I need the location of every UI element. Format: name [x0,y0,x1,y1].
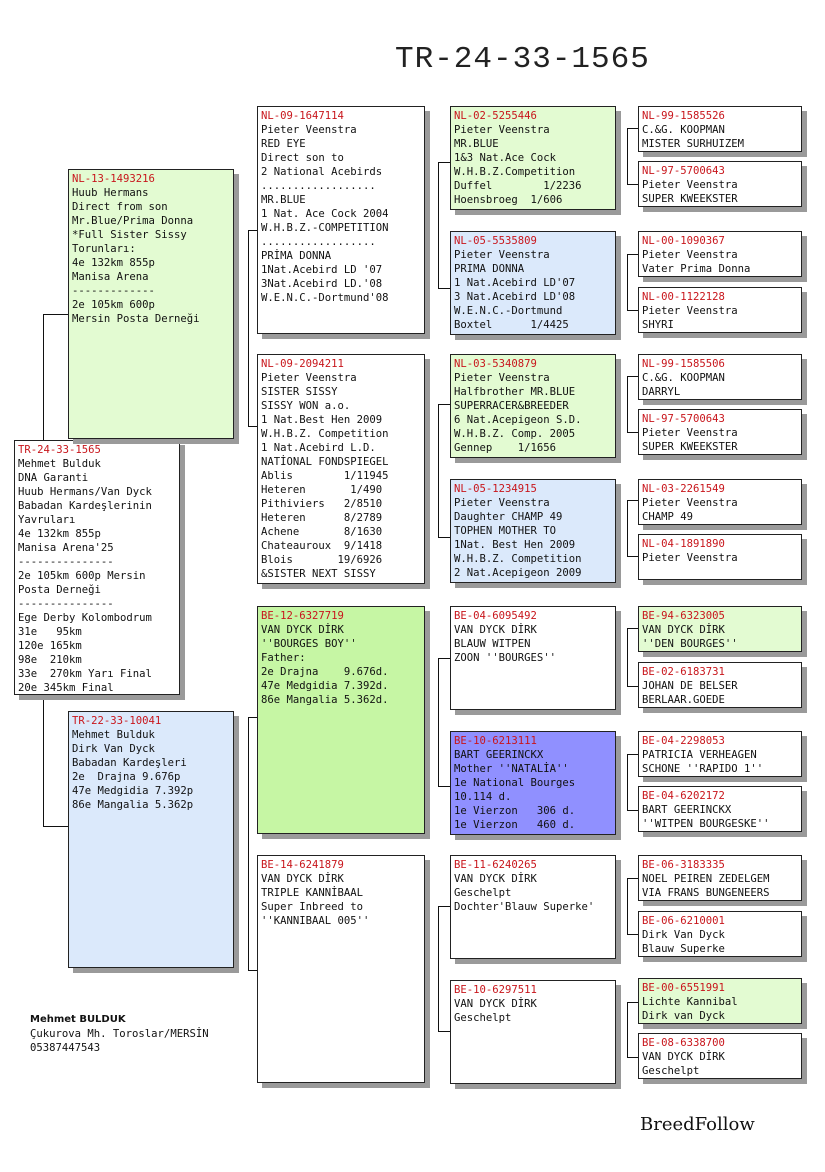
pedigree-text-line: 31e 95km [18,626,82,638]
pedigree-text-line: Geschelpt [454,1012,512,1024]
pedigree-text-line: Heteren 8/2789 [261,512,383,524]
pedigree-box-g8[interactable] [638,534,802,580]
pedigree-text-line: Pieter Veenstra [454,497,550,509]
pedigree-box-g13[interactable] [638,855,802,901]
pedigree-text-line: Duffel 1/2236 [454,180,582,192]
pedigree-text-line: Dirk Van Dyck [642,929,725,941]
pedigree-text-line: 2e 105km 600p Mersin [18,570,146,582]
pedigree-box-sdd[interactable] [450,479,616,583]
ring-number: BE-00-6551991 [642,982,725,994]
pedigree-text-line: W.H.B.Z. Comp. 2005 [454,428,576,440]
pedigree-text-line: CHAMP 49 [642,511,694,523]
connector [627,556,638,557]
pedigree-box-dss[interactable] [450,606,616,710]
pedigree-text-line: ''BOURGES BOY'' [261,638,357,650]
pedigree-text-line: Pieter Veenstra [454,372,550,384]
pedigree-text-line: W.H.B.Z.-COMPETITION [261,222,389,234]
pedigree-text-line: ''KANNIBAAL 005'' [261,915,370,927]
connector [248,230,249,426]
connector [627,254,638,255]
pedigree-text-line: Direct from son [72,201,168,213]
pedigree-text-line: Pieter Veenstra [454,124,550,136]
ring-number: NL-04-1891890 [642,538,725,550]
pedigree-box-g3[interactable] [638,231,802,277]
pedigree-text-line: --------------- [18,556,114,568]
pedigree-text-line: Lichte Kannibal [642,996,738,1008]
connector [438,786,450,787]
pedigree-text-line: 1e National Bourges [454,777,576,789]
pedigree-text-line: VIA FRANS BUNGENEERS [642,887,770,899]
pedigree-text-line: PRİMA DONNA [261,250,332,262]
connector [627,376,628,432]
pedigree-box-g5[interactable] [638,354,802,400]
connector [438,658,450,659]
ring-number: NL-97-5700643 [642,413,725,425]
pedigree-text-line: &SISTER NEXT SISSY [261,568,376,580]
ring-number: NL-05-5535809 [454,235,537,247]
pedigree-text-line: Blauw Superke [642,943,725,955]
pedigree-text-line: 1e Vierzon 460 d. [454,819,576,831]
pedigree-text-line: DARRYL [642,386,681,398]
pedigree-text-line: 1 Nat.Acebird L.D. [261,442,376,454]
pedigree-box-g14[interactable] [638,911,802,957]
pedigree-text-line: 1 Nat.Acebird LD'07 [454,277,576,289]
pedigree-box-dsd[interactable] [450,731,616,835]
connector [627,878,638,879]
pedigree-box-g10[interactable] [638,662,802,708]
ring-number: BE-06-6210001 [642,915,725,927]
pedigree-text-line: C.&G. KOOPMAN [642,372,725,384]
pedigree-text-line: 120e 165km [18,640,82,652]
pedigree-text-line: 4e 132km 855p [18,528,101,540]
connector [438,1031,450,1032]
pedigree-text-line: Mehmet Bulduk [18,458,101,470]
pedigree-box-g16[interactable] [638,1033,802,1079]
connector [627,628,628,686]
pedigree-text-line: Blois 19/6926 [261,554,383,566]
ring-number: BE-10-6213111 [454,735,537,747]
pedigree-text-line: Dirk Van Dyck [72,743,155,755]
pedigree-text-line: BART GEERINCKX [642,804,732,816]
connector [627,1002,638,1003]
pedigree-text-line: 10.114 d. [454,791,512,803]
ring-number: BE-10-6297511 [454,984,537,996]
ring-number: BE-08-6338700 [642,1037,725,1049]
ring-number: NL-13-1493216 [72,173,155,185]
pedigree-text-line: 1Nat.Acebird LD '07 [261,264,383,276]
owner-name: Mehmet BULDUK [30,1014,126,1025]
pedigree-text-line: Mersin Posta Derneği [72,313,200,325]
connector [627,754,628,810]
pedigree-text-line: Ablis 1/11945 [261,470,389,482]
pedigree-text-line: PATRICIA VERHEAGEN [642,749,757,761]
owner-phone: 05387447543 [30,1042,101,1054]
pedigree-text-line: SISTER SISSY [261,386,338,398]
pedigree-text-line: VAN DYCK DİRK [454,624,537,636]
pedigree-text-line: Pieter Veenstra [642,552,738,564]
pedigree-text-line: W.H.B.Z. Competition [454,553,582,565]
connector [627,310,638,311]
pedigree-box-g9[interactable] [638,606,802,652]
pedigree-text-line: Geschelpt [454,887,512,899]
pedigree-text-line: Torunları: [72,243,136,255]
pedigree-text-line: MR.BLUE [261,194,306,206]
pedigree-text-line: 47e Medgidia 7.392d. [261,680,389,692]
ring-number: NL-97-5700643 [642,165,725,177]
pedigree-text-line: VAN DYCK DİRK [454,998,537,1010]
pedigree-text-line: 2e Drajna 9.676p [72,771,181,783]
ring-number: BE-04-6202172 [642,790,725,802]
ring-number: BE-12-6327719 [261,610,344,622]
connector [43,826,69,827]
ring-number: BE-04-2298053 [642,735,725,747]
pedigree-text-line: Manisa Arena'25 [18,542,114,554]
pedigree-text-line: Huub Hermans [72,187,149,199]
pedigree-text-line: Pieter Veenstra [642,249,738,261]
connector [627,432,638,433]
pedigree-text-line: 3 Nat.Acebird LD'08 [454,291,576,303]
pedigree-box-g15[interactable] [638,978,802,1024]
connector [627,878,628,934]
pedigree-text-line: 1 Nat.Best Hen 2009 [261,414,383,426]
connector [627,376,638,377]
connector [438,537,450,538]
connector [627,628,638,629]
pedigree-text-line: Dochter'Blauw Superke' [454,901,595,913]
pedigree-text-line: SUPER KWEEKSTER [642,193,738,205]
pedigree-text-line: --------------- [18,598,114,610]
pedigree-text-line: BLAUW WITPEN [454,638,531,650]
pedigree-text-line: ''DEN BOURGES'' [642,638,738,650]
connector [438,404,439,537]
pedigree-text-line: Chateauroux 9/1418 [261,540,383,552]
pedigree-text-line: PRIMA DONNA [454,263,525,275]
pedigree-text-line: 86e Mangalia 5.362d. [261,694,389,706]
pedigree-text-line: 1&3 Nat.Ace Cock [454,152,557,164]
pedigree-text-line: C.&G. KOOPMAN [642,124,725,136]
pedigree-text-line: SCHONE ''RAPIDO 1'' [642,763,764,775]
pedigree-text-line: 2 National Acebirds [261,166,383,178]
pedigree-text-line: VAN DYCK DİRK [454,873,537,885]
connector [438,162,450,163]
pedigree-text-line: Heteren 1/490 [261,484,383,496]
pedigree-text-line: Pieter Veenstra [261,372,357,384]
connector [627,500,628,556]
pedigree-text-line: DNA Garanti [18,472,89,484]
connector [248,717,249,970]
pedigree-box-dam-sire[interactable] [257,606,425,834]
pedigree-text-line: Babadan Kardeşleri [72,757,187,769]
connector [627,934,638,935]
ring-number: NL-00-1122128 [642,291,725,303]
pedigree-text-line: Super Inbreed to [261,901,364,913]
ring-number: BE-04-6095492 [454,610,537,622]
pedigree-box-sire-dam[interactable] [257,354,425,584]
pedigree-text-line: Pieter Veenstra [642,179,738,191]
ring-number: BE-94-6323005 [642,610,725,622]
pedigree-text-line: Pieter Veenstra [642,427,738,439]
connector [627,810,638,811]
pedigree-text-line: MISTER SURHUIZEM [642,138,745,150]
pedigree-text-line: SUPER KWEEKSTER [642,441,738,453]
connector [438,658,439,786]
page-title: TR-24-33-1565 [395,42,650,77]
pedigree-text-line: 47e Medgidia 7.392p [72,785,194,797]
ring-number: TR-24-33-1565 [18,444,101,456]
pedigree-text-line: Yavruları [18,514,76,526]
ring-number: BE-11-6240265 [454,859,537,871]
pedigree-box-g6[interactable] [638,409,802,455]
pedigree-text-line: Pieter Veenstra [454,249,550,261]
pedigree-box-g4[interactable] [638,287,802,333]
pedigree-box-ddd[interactable] [450,980,616,1084]
pedigree-box-dds[interactable] [450,855,616,959]
pedigree-box-dam-dam[interactable] [257,855,425,1083]
ring-number: NL-03-5340879 [454,358,537,370]
pedigree-text-line: VAN DYCK DİRK [642,624,725,636]
pedigree-text-line: W.E.N.C.-Dortmund'08 [261,292,389,304]
pedigree-text-line: .................. [261,180,376,192]
pedigree-text-line: 2e 105km 600p [72,299,155,311]
pedigree-text-line: Geschelpt [642,1065,700,1077]
pedigree-text-line: BART GEERINCKX [454,749,544,761]
pedigree-text-line: SUPERRACER&BREEDER [454,400,569,412]
pedigree-box-sss[interactable] [450,106,616,210]
pedigree-text-line: Pithiviers 2/8510 [261,498,383,510]
pedigree-text-line: 3Nat.Acebird LD.'08 [261,278,383,290]
pedigree-text-line: JOHAN DE BELSER [642,680,738,692]
connector [627,686,638,687]
ring-number: NL-09-1647114 [261,110,344,122]
pedigree-text-line: 1Nat. Best Hen 2009 [454,539,576,551]
pedigree-text-line: Gennep 1/1656 [454,442,557,454]
ring-number: BE-02-6183731 [642,666,725,678]
pedigree-text-line: Boxtel 1/4425 [454,319,569,331]
pedigree-box-g1[interactable] [638,106,802,152]
pedigree-text-line: Dirk van Dyck [642,1010,725,1022]
pedigree-text-line: Father: [261,652,306,664]
pedigree-text-line: Babadan Kardeşlerinin [18,500,152,512]
connector [438,906,439,1031]
ring-number: BE-14-6241879 [261,859,344,871]
pedigree-text-line: TOPHEN MOTHER TO [454,525,557,537]
pedigree-text-line: Hoensbroeg 1/606 [454,194,563,206]
pedigree-text-line: VAN DYCK DİRK [261,624,344,636]
connector [627,1057,638,1058]
pedigree-box-sds[interactable] [450,354,616,458]
connector [627,184,638,185]
connector [627,254,628,310]
pedigree-text-line: RED EYE [261,138,306,150]
ring-number: NL-09-2094211 [261,358,344,370]
brand-logo-text: BreedFollow [640,1114,755,1135]
pedigree-text-line: 1e Vierzon 306 d. [454,805,576,817]
pedigree-text-line: Vater Prima Donna [642,263,751,275]
connector [438,404,450,405]
pedigree-text-line: W.E.N.C.-Dortmund [454,305,563,317]
ring-number: TR-22-33-10041 [72,715,162,727]
pedigree-text-line: 86e Mangalia 5.362p [72,799,194,811]
connector [627,754,638,755]
pedigree-text-line: 6 Nat.Acepigeon S.D. [454,414,582,426]
pedigree-text-line: 1 Nat. Ace Cock 2004 [261,208,389,220]
pedigree-text-line: ------------- [72,285,155,297]
ring-number: NL-00-1090367 [642,235,725,247]
owner-info [30,1013,209,1055]
pedigree-text-line: 33e 270km Yarı Final [18,668,152,680]
pedigree-text-line: W.H.B.Z. Competition [261,428,389,440]
pedigree-box-ssd[interactable] [450,231,616,335]
pedigree-text-line: ZOON ''BOURGES'' [454,652,557,664]
pedigree-text-line: MR.BLUE [454,138,499,150]
ring-number: NL-99-1585506 [642,358,725,370]
pedigree-text-line: SHYRI [642,319,674,331]
pedigree-text-line: Direct son to [261,152,344,164]
pedigree-text-line: Pieter Veenstra [261,124,357,136]
ring-number: NL-99-1585526 [642,110,725,122]
pedigree-box-sire[interactable] [68,169,234,439]
connector [627,128,638,129]
connector [43,314,69,315]
pedigree-text-line: VAN DYCK DİRK [642,1051,725,1063]
pedigree-text-line: Manisa Arena [72,271,149,283]
pedigree-box-subject[interactable] [14,440,180,695]
pedigree-text-line: Pieter Veenstra [642,497,738,509]
ring-number: NL-02-5255446 [454,110,537,122]
pedigree-text-line: Posta Derneği [18,584,101,596]
pedigree-text-line: VAN DYCK DİRK [261,873,344,885]
pedigree-text-line: NATİONAL FONDSPIEGEL [261,456,389,468]
pedigree-text-line: SISSY WON a.o. [261,400,351,412]
pedigree-box-g11[interactable] [638,731,802,777]
connector [627,128,628,184]
pedigree-text-line: ''WITPEN BOURGESKE'' [642,818,770,830]
pedigree-text-line: Mehmet Bulduk [72,729,155,741]
pedigree-text-line: W.H.B.Z.Competition [454,166,576,178]
pedigree-text-line: BERLAAR.GOEDE [642,694,725,706]
pedigree-box-g2[interactable] [638,161,802,207]
connector [627,1002,628,1057]
pedigree-text-line: 2e Drajna 9.676d. [261,666,389,678]
pedigree-box-sire-sire[interactable] [257,106,425,334]
connector [438,288,450,289]
connector [627,500,638,501]
pedigree-text-line: *Full Sister Sissy [72,229,187,241]
pedigree-text-line: TRIPLE KANNİBAAL [261,887,364,899]
pedigree-text-line: Achene 8/1630 [261,526,383,538]
pedigree-text-line: 20e 345km Final [18,682,114,694]
pedigree-text-line: Pieter Veenstra [642,305,738,317]
ring-number: NL-03-2261549 [642,483,725,495]
pedigree-text-line: Halfbrother MR.BLUE [454,386,576,398]
pedigree-box-dam[interactable] [68,711,234,968]
connector [438,162,439,288]
pedigree-text-line: .................. [261,236,376,248]
pedigree-text-line: Huub Hermans/Van Dyck [18,486,152,498]
owner-address: Çukurova Mh. Toroslar/MERSİN [30,1028,209,1040]
pedigree-text-line: 4e 132km 855p [72,257,155,269]
pedigree-text-line: Ege Derby Kolombodrum [18,612,152,624]
connector [438,906,450,907]
ring-number: NL-05-1234915 [454,483,537,495]
pedigree-text-line: NOEL PEIREN ZEDELGEM [642,873,770,885]
pedigree-text-line: Mother ''NATALİA'' [454,763,569,775]
pedigree-text-line: 2 Nat.Acepigeon 2009 [454,567,582,579]
pedigree-text-line: Mr.Blue/Prima Donna [72,215,194,227]
pedigree-box-g7[interactable] [638,479,802,525]
pedigree-text-line: Daughter CHAMP 49 [454,511,563,523]
pedigree-text-line: 98e 210km [18,654,82,666]
pedigree-box-g12[interactable] [638,786,802,832]
ring-number: BE-06-3183335 [642,859,725,871]
